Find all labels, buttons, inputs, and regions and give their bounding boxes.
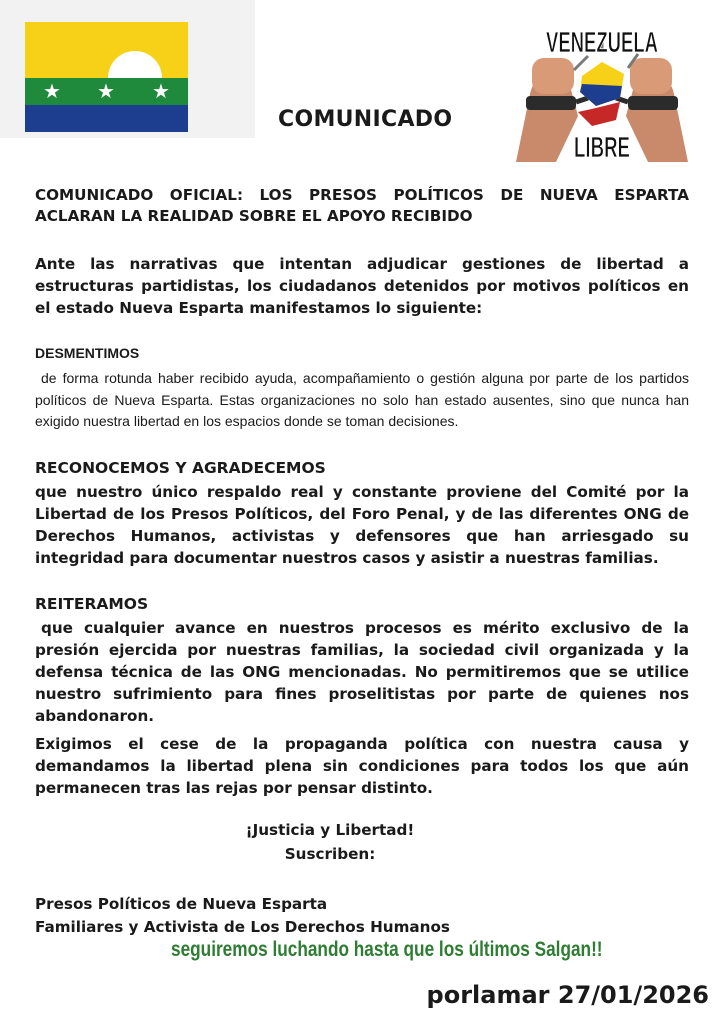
desmentimos-heading: DESMENTIMOS bbox=[35, 345, 140, 361]
official-heading: COMUNICADO OFICIAL: LOS PRESOS POLÍTICOS DE NUEVA ESPARTA ACLARAN LA REALIDAD SOBRE EL APOYO RECIBIDO bbox=[35, 186, 689, 225]
reiteramos-heading: REITERAMOS bbox=[35, 595, 149, 613]
reiteramos-text: que cualquier avance en nuestros procesos es mérito exclusivo de la presión ejercida por nuestras familias, la sociedad civil organizada y la defensa técnica de las ONG mencionadas. No permitiremos que se utilice nuestro sufrimiento para fines proselitistas por parte de quienes nos abandonaron. bbox=[35, 619, 689, 725]
flag-star-2: ★ bbox=[97, 79, 115, 103]
page-title: COMUNICADO bbox=[278, 107, 453, 132]
date-line: porlamar 27/01/2026 bbox=[426, 981, 709, 1009]
intro-paragraph: Ante las narrativas que intentan adjudicar gestiones de libertad a estructuras partidistas, los ciudadanos detenidos por motivos políticos en el estado Nueva Esparta manifestamos lo siguiente: bbox=[35, 255, 689, 317]
reconocemos-heading: RECONOCEMOS Y AGRADECEMOS bbox=[35, 459, 326, 477]
desmentimos-text: de forma rotunda haber recibido ayuda, acompañamiento o gestión alguna por parte de los partidos políticos de Nueva Esparta. Estas organizaciones no solo han estado ausentes, sino que nunca han exigido nuestra libertad en los espacios donde se toman decisiones. bbox=[35, 370, 689, 429]
flag-star-1: ★ bbox=[43, 79, 61, 103]
signatory-1: Presos Políticos de Nueva Esparta bbox=[35, 895, 328, 913]
signatory-2: Familiares y Activista de Los Derechos Humanos bbox=[35, 918, 450, 936]
flag-panel bbox=[0, 0, 255, 138]
slogan: seguiremos luchando hasta que los últimos Salgan!! bbox=[171, 938, 603, 961]
suscriben-label: Suscriben: bbox=[284, 845, 376, 863]
flag-yellow-stripe bbox=[25, 22, 188, 78]
logo-bottom-text: LIBRE bbox=[574, 132, 630, 164]
nueva-esparta-flag-icon bbox=[25, 22, 188, 132]
venezuela-libre-logo-icon bbox=[516, 16, 688, 162]
logo-top-text: VENEZUELA bbox=[546, 27, 659, 59]
reconocemos-text: que nuestro único respaldo real y constante proviene del Comité por la Libertad de los Presos Políticos, del Foro Penal, y de las diferentes ONG de Derechos Humanos, activistas y defensores que han arriesgado su integridad para documentar nuestros casos y asistir a nuestras familias. bbox=[35, 483, 689, 567]
exigimos-paragraph: Exigimos el cese de la propaganda política con nuestra causa y demandamos la libertad plena sin condiciones para todos los que aún permanecen tras las rejas por pensar distinto. bbox=[35, 735, 689, 797]
flag-star-3: ★ bbox=[152, 79, 170, 103]
closing-motto: ¡Justicia y Libertad! bbox=[245, 821, 415, 839]
flag-blue-stripe bbox=[25, 105, 188, 132]
